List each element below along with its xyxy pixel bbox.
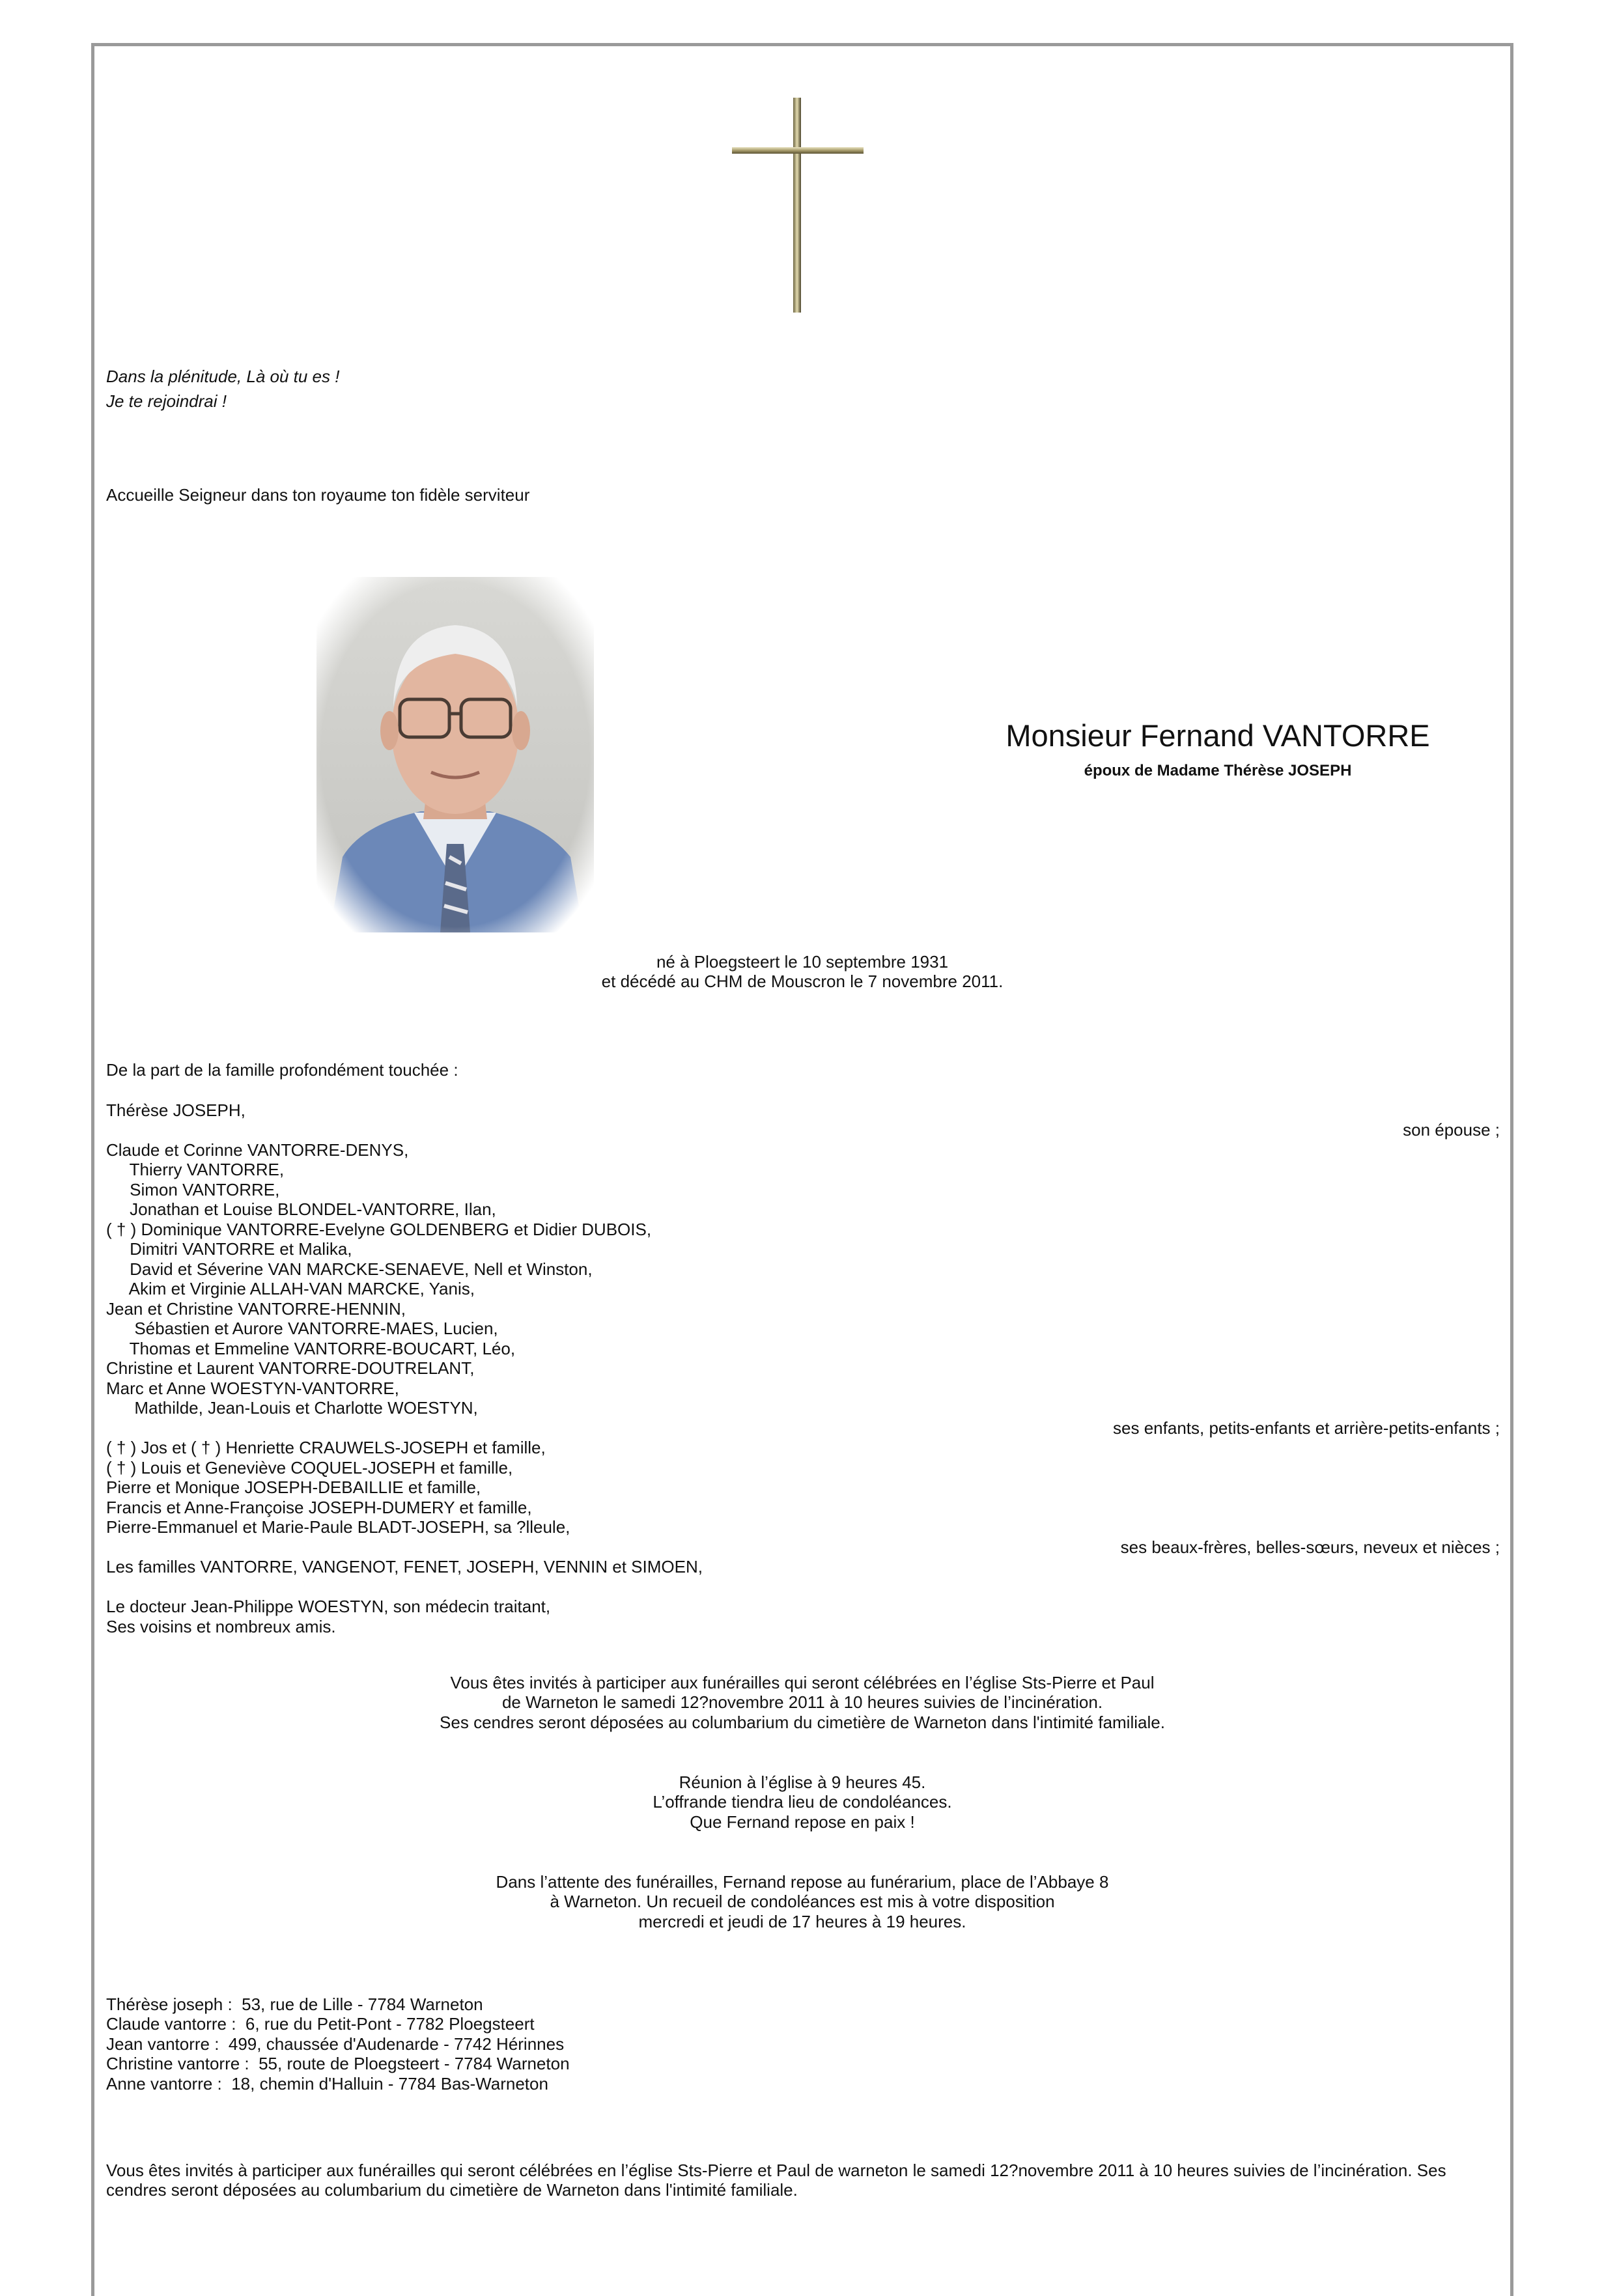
list-item: Pierre et Monique JOSEPH-DEBAILLIE et famille,	[106, 1477, 481, 1497]
address-line: Thérèse joseph : 53, rue de Lille - 7784 Warneton	[106, 1995, 483, 2014]
family-intro: De la part de la famille profondément touchée :	[106, 1060, 458, 1080]
list-item: Marc et Anne WOESTYN-VANTORRE,	[106, 1379, 399, 1398]
list-item: ( † ) Jos et ( † ) Henriette CRAUWELS-JOSEPH et famille,	[106, 1438, 546, 1457]
poem-line-1: Dans la plénitude, Là où tu es !	[106, 367, 340, 386]
list-item: Claude et Corinne VANTORRE-DENYS,	[106, 1140, 409, 1160]
address-line: Jean vantorre : 499, chaussée d'Audenarde - 7742 Hérinnes	[106, 2034, 565, 2054]
cross-icon	[729, 96, 866, 314]
spouse-name: Thérèse JOSEPH,	[106, 1100, 246, 1120]
list-item: ( † ) Louis et Geneviève COQUEL-JOSEPH et famille,	[106, 1458, 513, 1477]
poem-line-2: Je te rejoindrai !	[106, 391, 227, 411]
list-item: Thomas et Emmeline VANTORRE-BOUCART, Léo,	[106, 1339, 516, 1358]
deceased-name: Monsieur Fernand VANTORRE	[1005, 718, 1430, 753]
meeting-line-3: Que Fernand repose en paix !	[690, 1812, 915, 1832]
address-line: Claude vantorre : 6, rue du Petit-Pont - 7782 Ploegsteert	[106, 2014, 535, 2034]
in-laws-relation: ses beaux-frères, belles-sœurs, neveux et nièces ;	[1120, 1537, 1500, 1557]
list-item: Dimitri VANTORRE et Malika,	[106, 1239, 352, 1259]
birth-line-2: et décédé au CHM de Mouscron le 7 novembre 2011.	[601, 972, 1004, 991]
portrait-photo	[316, 577, 594, 932]
list-item: Pierre-Emmanuel et Marie-Paule BLADT-JOSEPH, sa ?lleule,	[106, 1517, 570, 1537]
footer-line-2: cendres seront déposées au columbarium du cimetière de Warneton dans l'intimité familiale.	[106, 2180, 798, 2200]
prayer-text: Accueille Seigneur dans ton royaume ton fidèle serviteur	[106, 485, 530, 505]
birth-line-1: né à Ploegsteert le 10 septembre 1931	[656, 952, 949, 972]
children-relation: ses enfants, petits-enfants et arrière-petits-enfants ;	[1113, 1418, 1500, 1438]
list-item: ( † ) Dominique VANTORRE-Evelyne GOLDENBERG et Didier DUBOIS,	[106, 1220, 652, 1239]
list-item: David et Séverine VAN MARCKE-SENAEVE, Nell et Winston,	[106, 1259, 593, 1279]
doctor-line: Le docteur Jean-Philippe WOESTYN, son médecin traitant,	[106, 1597, 551, 1616]
spouse-line: époux de Madame Thérèse JOSEPH	[1084, 762, 1352, 779]
list-item: Simon VANTORRE,	[106, 1180, 280, 1199]
list-item: Jonathan et Louise BLONDEL-VANTORRE, Ilan,	[106, 1199, 496, 1219]
funeral-line-2: de Warneton le samedi 12?novembre 2011 à 10 heures suivies de l’incinération.	[501, 1692, 1103, 1712]
meeting-line-2: L’offrande tiendra lieu de condoléances.	[653, 1792, 952, 1812]
families-line: Les familles VANTORRE, VANGENOT, FENET, JOSEPH, VENNIN et SIMOEN,	[106, 1557, 703, 1576]
list-item: Francis et Anne-Françoise JOSEPH-DUMERY et famille,	[106, 1498, 532, 1517]
funerarium-line-2: à Warneton. Un recueil de condoléances est mis à votre disposition	[550, 1892, 1055, 1911]
funerarium-line-3: mercredi et jeudi de 17 heures à 19 heures.	[638, 1912, 966, 1931]
list-item: Christine et Laurent VANTORRE-DOUTRELANT,	[106, 1358, 475, 1378]
spouse-relation: son épouse ;	[1403, 1120, 1500, 1140]
list-item: Sébastien et Aurore VANTORRE-MAES, Lucien,	[106, 1319, 498, 1338]
address-line: Christine vantorre : 55, route de Ploegsteert - 7784 Warneton	[106, 2054, 570, 2073]
funeral-line-3: Ses cendres seront déposées au columbarium du cimetière de Warneton dans l'intimité familiale.	[440, 1713, 1165, 1732]
friends-line: Ses voisins et nombreux amis.	[106, 1617, 336, 1636]
list-item: Thierry VANTORRE,	[106, 1160, 285, 1179]
address-line: Anne vantorre : 18, chemin d'Halluin - 7784 Bas-Warneton	[106, 2074, 548, 2093]
list-item: Mathilde, Jean-Louis et Charlotte WOESTYN,	[106, 1398, 478, 1418]
list-item: Jean et Christine VANTORRE-HENNIN,	[106, 1299, 406, 1319]
meeting-line-1: Réunion à l’église à 9 heures 45.	[679, 1772, 926, 1792]
list-item: Akim et Virginie ALLAH-VAN MARCKE, Yanis,	[106, 1279, 475, 1298]
funerarium-line-1: Dans l’attente des funérailles, Fernand repose au funérarium, place de l’Abbaye 8	[496, 1872, 1109, 1892]
funeral-line-1: Vous êtes invités à participer aux funérailles qui seront célébrées en l’église Sts-Pierre et Paul	[450, 1673, 1155, 1692]
footer-line-1: Vous êtes invités à participer aux funérailles qui seront célébrées en l’église Sts-Pierre et Paul de warneton le samedi 12?novembre 2011 à 10 heures suivies de l’incinération. Ses	[106, 2161, 1446, 2180]
